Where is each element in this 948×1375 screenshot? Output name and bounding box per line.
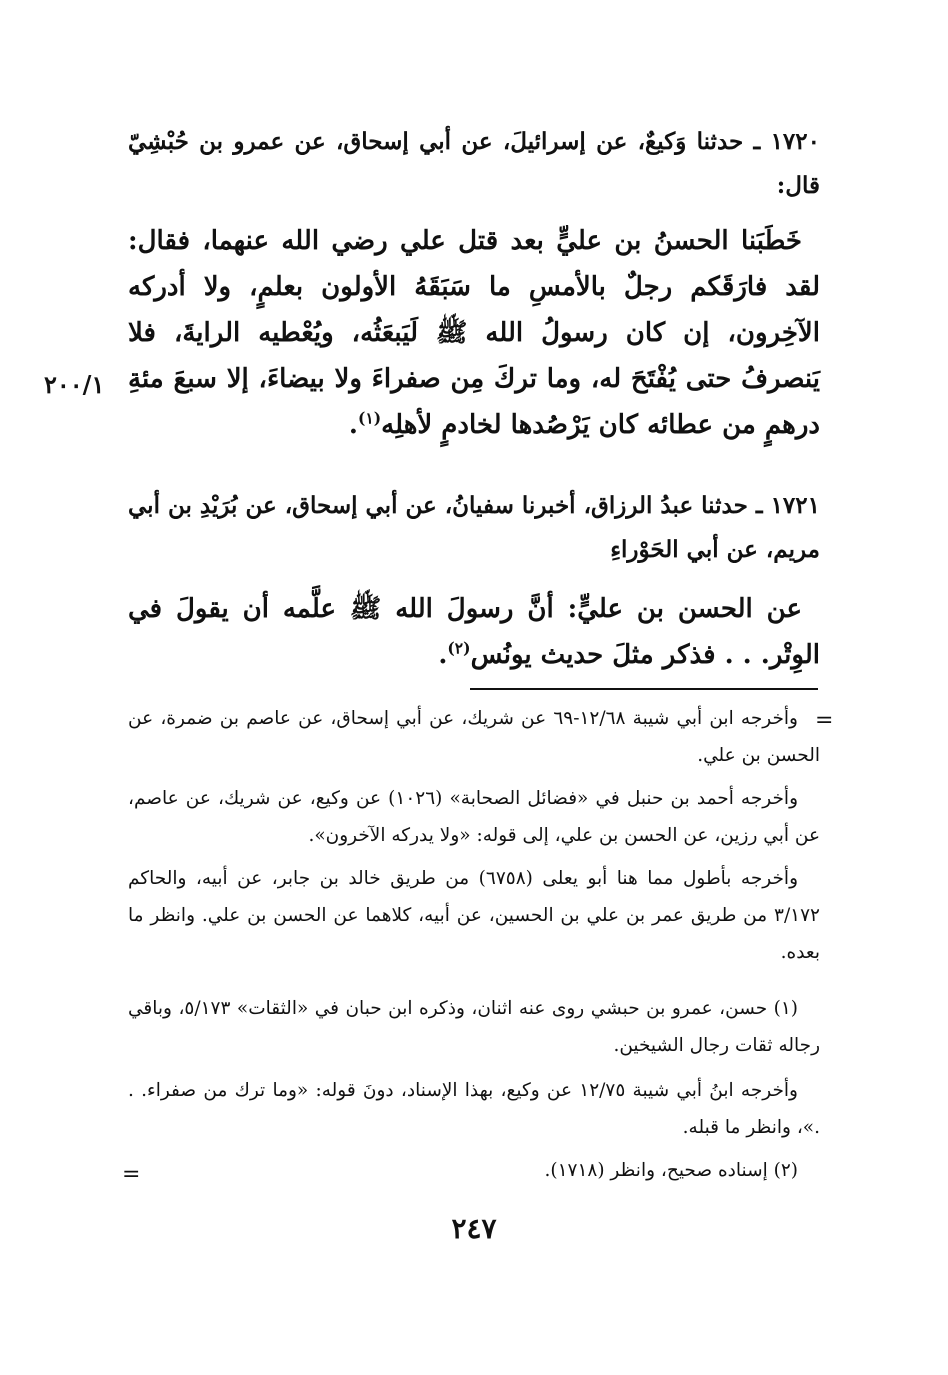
hadith-1721-matn-text: عن الحسن بن عليٍّ: أنَّ رسولَ الله ﷺ علَّمه أن يقولَ في الوِتْر. . . فذكر مثلَ حديث يونُس [128, 594, 820, 670]
footnote-text-2: وأخرجه أحمد بن حنبل في «فضائل الصحابة» (١٠٢٦) عن وكيع، عن شريك، عن عاصم، عن أبي رزين، عن الحسن بن علي، إلى قوله: «ولا يدركه الآخرون». [128, 788, 820, 846]
footnote-separator [470, 688, 818, 690]
hadith-1720-isnad [128, 120, 820, 208]
hadith-1721-isnad-text: ١٧٢١ ـ حدثنا عبدُ الرزاق، أخبرنا سفيانُ، عن أبي إسحاق، عن بُرَيْدِ بن أبي مريم، عن أبي الحَوْراءِ [128, 492, 820, 563]
hadith-1721-isnad [128, 484, 820, 572]
footnote-text-1: وأخرجه ابن أبي شيبة ١٢/٦٨-٦٩ عن شريك، عن أبي إسحاق، عن عاصم بن ضمرة، عن الحسن بن علي. [128, 708, 820, 766]
footnote-paragraph [128, 990, 820, 1064]
hadith-1720-isnad-text: ١٧٢٠ ـ حدثنا وَكيعٌ، عن إسرائيلَ، عن أبي إسحاق، عن عمرو بن حُبْشِيّ قال: [128, 128, 820, 199]
footnote-paragraph [128, 1072, 820, 1146]
continuation-mark-top: = [815, 708, 834, 733]
footnote-text-4: (١) حسن، عمرو بن حبشي روى عنه اثنان، وذكره ابن حبان في «الثقات» ٥/١٧٣، وباقي رجاله ثقات رجال الشيخين. [128, 998, 820, 1056]
footnote-ref-1[interactable]: (١) [357, 408, 382, 428]
footnote-text-5: وأخرجه ابنُ أبي شيبة ١٢/٧٥ عن وكيع، بهذا الإسناد، دونَ قوله: «وما ترك من صفراء. . .»، وانظر ما قبله. [128, 1080, 820, 1138]
footnote-paragraph [128, 860, 820, 971]
footnote-text-3: وأخرجه بأطول مما هنا أبو يعلى (٦٧٥٨) من طريق خالد بن جابر، عن أبيه، والحاكم ٣/١٧٢ من طريق عمر بن علي بن الحسين، عن أبيه، كلاهما عن الحسن بن علي. وانظر ما بعده. [128, 868, 820, 963]
page-number: ٢٤٧ [451, 1212, 497, 1245]
footnote-paragraph [128, 780, 820, 854]
footnote-text-6: (٢) إسناده صحيح، وانظر (١٧١٨). [544, 1160, 798, 1181]
margin-volume-page-reference: ٢٠٠/١ [44, 370, 105, 399]
hadith-1721-matn: عن الحسن بن عليٍّ: أنَّ رسولَ الله ﷺ علَّمه أن يقولَ في الوِتْر. . . فذكر مثلَ حديث يونُس$^{(٢)}$. [128, 594, 820, 670]
hadith-1720-matn-text: خَطَبَنا الحسنُ بن عليٍّ بعد قتل علي رضي الله عنهما، فقال: لقد فارَقَكم رجلٌ بالأمسِ ما سَبَقَهُ الأولون بعلمٍ، ولا أدركه الآخِرون، إن كان رسولُ الله ﷺ لَيَبعَثُه، ويُعْطيه الرايةَ، فلا يَنصرفُ حتى يُفْتَحَ له، وما تركَ مِن صفراءَ ولا بيضاءَ، إلا سبعَ مئةِ درهمٍ من عطائه كان يَرْصُدها لخادمٍ لأهلِه [128, 226, 820, 440]
hadith-1720-matn: خَطَبَنا الحسنُ بن عليٍّ بعد قتل علي رضي الله عنهما، فقال: لقد فارَقَكم رجلٌ بالأمسِ ما سَبَقَهُ الأولون بعلمٍ، ولا أدركه الآخِرون، إن كان رسولُ الله ﷺ لَيَبعَثُه، ويُعْطيه الرايةَ، فلا يَنصرفُ حتى يُفْتَحَ له، وما تركَ مِن صفراءَ ولا بيضاءَ، إلا سبعَ مئةِ درهمٍ من عطائه كان يَرْصُدها لخادمٍ لأهلِه$^{(١)}$. [128, 226, 820, 440]
footnote-paragraph [128, 1152, 820, 1189]
continuation-mark-bottom: = [122, 1162, 141, 1187]
footnote-ref-2[interactable]: (٢) [447, 638, 471, 658]
footnote-paragraph [128, 700, 820, 774]
